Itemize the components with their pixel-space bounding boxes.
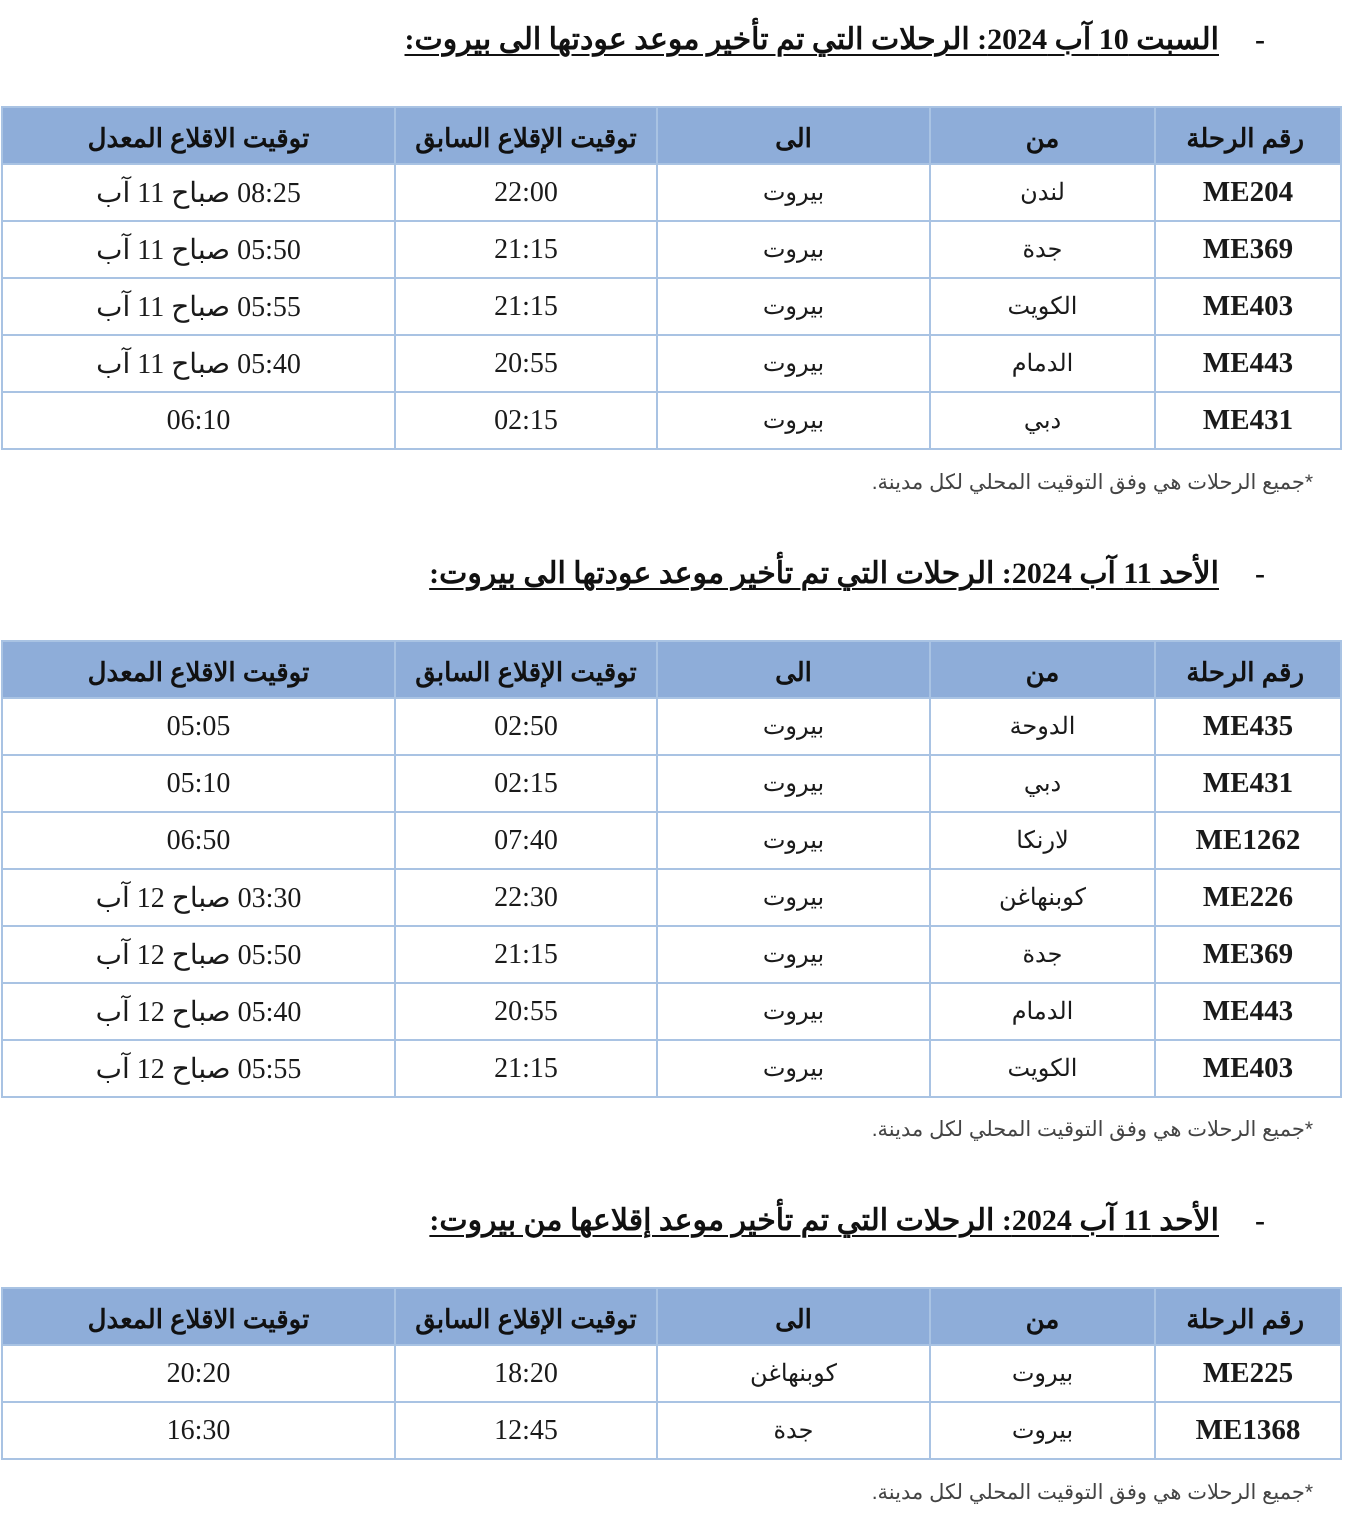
previous-departure-time: 18:20	[395, 1345, 657, 1402]
flight-number: ME204	[1155, 164, 1341, 221]
destination-city: بيروت	[657, 221, 930, 278]
flight-number: ME369	[1155, 926, 1341, 983]
previous-departure-time: 21:15	[395, 1040, 657, 1097]
origin-city: جدة	[930, 926, 1155, 983]
previous-departure-time: 22:00	[395, 164, 657, 221]
flight-number: ME403	[1155, 1040, 1341, 1097]
column-header-revised-departure: توقيت الاقلاع المعدل	[2, 107, 395, 164]
previous-departure-time: 07:40	[395, 812, 657, 869]
origin-city: الدوحة	[930, 698, 1155, 755]
section-3-title: الأحد 11 آب 2024: الرحلات التي تم تأخير موعد إقلاعها من بيروت:	[429, 1204, 1219, 1237]
section-1-footnote: *جميع الرحلات هي وفق التوقيت المحلي لكل مدينة.	[871, 471, 1313, 494]
previous-departure-time: 12:45	[395, 1402, 657, 1459]
destination-city: كوبنهاغن	[657, 1345, 930, 1402]
revised-departure-time: 08:25 صباح 11 آب	[2, 164, 395, 221]
revised-departure-time: 05:05	[2, 698, 395, 755]
revised-departure-time: 05:50 صباح 12 آب	[2, 926, 395, 983]
revised-departure-time: 03:30 صباح 12 آب	[2, 869, 395, 926]
table-header-row	[2, 641, 1341, 698]
destination-city: بيروت	[657, 812, 930, 869]
flight-number: ME1368	[1155, 1402, 1341, 1459]
revised-departure-time: 06:10	[2, 392, 395, 449]
column-header-from: من	[930, 107, 1155, 164]
previous-departure-time: 02:15	[395, 755, 657, 812]
section-1-bullet: -	[1255, 23, 1265, 56]
column-header-to: الى	[657, 107, 930, 164]
revised-departure-time: 05:55 صباح 12 آب	[2, 1040, 395, 1097]
column-header-to: الى	[657, 1288, 930, 1345]
flight-number: ME443	[1155, 983, 1341, 1040]
destination-city: بيروت	[657, 1040, 930, 1097]
origin-city: لارنكا	[930, 812, 1155, 869]
table-row	[2, 698, 1341, 755]
previous-departure-time: 21:15	[395, 221, 657, 278]
flight-number: ME225	[1155, 1345, 1341, 1402]
column-header-flight: رقم الرحلة	[1155, 1288, 1341, 1345]
destination-city: جدة	[657, 1402, 930, 1459]
section-3-heading	[429, 1203, 1265, 1238]
destination-city: بيروت	[657, 926, 930, 983]
previous-departure-time: 22:30	[395, 869, 657, 926]
flight-number: ME226	[1155, 869, 1341, 926]
flight-number: ME435	[1155, 698, 1341, 755]
table-row	[2, 221, 1341, 278]
revised-departure-time: 16:30	[2, 1402, 395, 1459]
previous-departure-time: 20:55	[395, 335, 657, 392]
column-header-from: من	[930, 1288, 1155, 1345]
section-2-title: الأحد 11 آب 2024: الرحلات التي تم تأخير موعد عودتها الى بيروت:	[429, 557, 1219, 590]
table-row	[2, 1040, 1341, 1097]
revised-departure-time: 05:40 صباح 12 آب	[2, 983, 395, 1040]
section-2-heading	[429, 556, 1265, 591]
column-header-previous-departure: توقيت الإقلاع السابق	[395, 107, 657, 164]
table-row	[2, 164, 1341, 221]
table-row	[2, 1402, 1341, 1459]
origin-city: لندن	[930, 164, 1155, 221]
table-row	[2, 983, 1341, 1040]
destination-city: بيروت	[657, 983, 930, 1040]
destination-city: بيروت	[657, 335, 930, 392]
origin-city: الكويت	[930, 1040, 1155, 1097]
flight-number: ME431	[1155, 392, 1341, 449]
origin-city: دبي	[930, 755, 1155, 812]
revised-departure-time: 20:20	[2, 1345, 395, 1402]
flight-number: ME1262	[1155, 812, 1341, 869]
origin-city: بيروت	[930, 1345, 1155, 1402]
section-3-footnote: *جميع الرحلات هي وفق التوقيت المحلي لكل مدينة.	[871, 1481, 1313, 1504]
section-3-table	[1, 1287, 1342, 1460]
previous-departure-time: 21:15	[395, 278, 657, 335]
previous-departure-time: 02:50	[395, 698, 657, 755]
table-row	[2, 755, 1341, 812]
table-header-row	[2, 1288, 1341, 1345]
flight-number: ME403	[1155, 278, 1341, 335]
flight-number: ME431	[1155, 755, 1341, 812]
destination-city: بيروت	[657, 869, 930, 926]
destination-city: بيروت	[657, 164, 930, 221]
table-row	[2, 335, 1341, 392]
previous-departure-time: 20:55	[395, 983, 657, 1040]
column-header-previous-departure: توقيت الإقلاع السابق	[395, 641, 657, 698]
section-3-bullet: -	[1255, 1204, 1265, 1237]
destination-city: بيروت	[657, 755, 930, 812]
revised-departure-time: 05:55 صباح 11 آب	[2, 278, 395, 335]
section-1-title: السبت 10 آب 2024: الرحلات التي تم تأخير موعد عودتها الى بيروت:	[404, 23, 1219, 56]
destination-city: بيروت	[657, 698, 930, 755]
table-row	[2, 278, 1341, 335]
table-header-row	[2, 107, 1341, 164]
origin-city: كوبنهاغن	[930, 869, 1155, 926]
destination-city: بيروت	[657, 392, 930, 449]
column-header-flight: رقم الرحلة	[1155, 107, 1341, 164]
column-header-flight: رقم الرحلة	[1155, 641, 1341, 698]
revised-departure-time: 06:50	[2, 812, 395, 869]
table-row	[2, 812, 1341, 869]
origin-city: الدمام	[930, 983, 1155, 1040]
previous-departure-time: 02:15	[395, 392, 657, 449]
origin-city: دبي	[930, 392, 1155, 449]
column-header-revised-departure: توقيت الاقلاع المعدل	[2, 1288, 395, 1345]
column-header-from: من	[930, 641, 1155, 698]
section-2-bullet: -	[1255, 557, 1265, 590]
table-row	[2, 392, 1341, 449]
table-row	[2, 1345, 1341, 1402]
column-header-previous-departure: توقيت الإقلاع السابق	[395, 1288, 657, 1345]
origin-city: الدمام	[930, 335, 1155, 392]
origin-city: جدة	[930, 221, 1155, 278]
column-header-revised-departure: توقيت الاقلاع المعدل	[2, 641, 395, 698]
revised-departure-time: 05:50 صباح 11 آب	[2, 221, 395, 278]
revised-departure-time: 05:40 صباح 11 آب	[2, 335, 395, 392]
section-1-heading	[405, 22, 1265, 57]
previous-departure-time: 21:15	[395, 926, 657, 983]
section-2-footnote: *جميع الرحلات هي وفق التوقيت المحلي لكل مدينة.	[871, 1118, 1313, 1141]
flight-number: ME369	[1155, 221, 1341, 278]
revised-departure-time: 05:10	[2, 755, 395, 812]
flight-number: ME443	[1155, 335, 1341, 392]
origin-city: بيروت	[930, 1402, 1155, 1459]
destination-city: بيروت	[657, 278, 930, 335]
origin-city: الكويت	[930, 278, 1155, 335]
column-header-to: الى	[657, 641, 930, 698]
section-1-table	[1, 106, 1342, 450]
table-row	[2, 926, 1341, 983]
table-row	[2, 869, 1341, 926]
section-2-table	[1, 640, 1342, 1098]
